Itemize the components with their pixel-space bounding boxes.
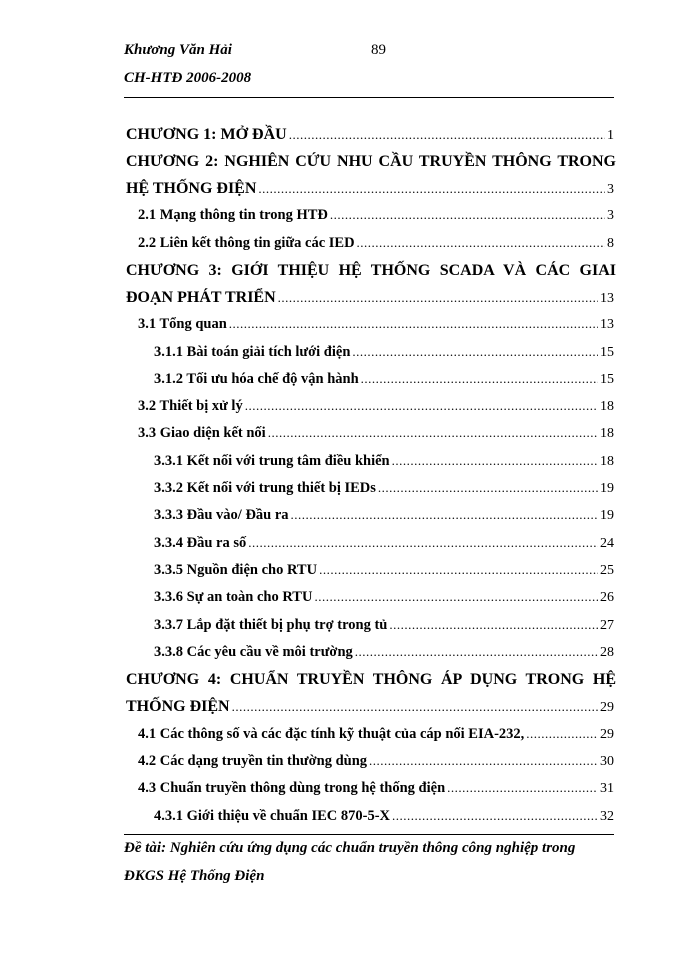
toc-entry-text: CHƯƠNG 4: CHUẨN TRUYỀN THÔNG ÁP DỤNG TRONG HỆ: [126, 671, 616, 688]
author-name: Khương Văn Hải: [124, 42, 232, 58]
toc-leader: [447, 780, 598, 796]
toc-entry-page: 19: [600, 508, 614, 523]
toc-entry-text: 3.3.6 Sự an toàn cho RTU: [154, 589, 313, 605]
toc-entry-page: 13: [600, 291, 614, 306]
toc-leader: [389, 617, 598, 633]
toc-entry-page: 3: [607, 208, 614, 223]
toc-entry: [0, 126, 700, 153]
toc-entry-page: 3: [607, 182, 614, 197]
toc-entry-page: 29: [600, 727, 614, 742]
toc-entry-page: 25: [600, 563, 614, 578]
toc-entry: [0, 316, 700, 343]
toc-entry-text: 4.3.1 Giới thiệu về chuẩn IEC 870-5-X: [154, 808, 391, 824]
toc-entry-page: 15: [600, 372, 614, 387]
toc-leader: [352, 344, 598, 360]
toc-entry-page: 8: [607, 236, 614, 251]
toc-entry: [0, 753, 700, 780]
toc-entry-page: 13: [600, 317, 614, 332]
toc-entry: [0, 235, 700, 262]
toc-entry: [0, 562, 700, 589]
toc-entry-text: 2.2 Liên kết thông tin giữa các IED: [138, 235, 355, 251]
toc-entry-page: 18: [600, 454, 614, 469]
toc-entry-page: 15: [600, 345, 614, 360]
toc-entry-text: 3.3.3 Đầu vào/ Đầu ra: [154, 507, 289, 523]
toc-entry-page: 19: [600, 481, 614, 496]
toc-entry-text: THỐNG ĐIỆN: [126, 698, 230, 715]
toc-leader: [392, 453, 598, 469]
thesis-title-line-2: ĐKGS Hệ Thống Điện: [124, 868, 265, 884]
toc-entry-text: CHƯƠNG 1: MỞ ĐẦU: [126, 126, 287, 143]
header-rule: [124, 97, 614, 98]
toc-leader: [369, 753, 598, 769]
toc-entry: [0, 453, 700, 480]
toc-entry: [0, 507, 700, 534]
course-code: CH-HTĐ 2006-2008: [124, 70, 252, 86]
toc-leader: [289, 127, 605, 143]
toc-leader: [291, 507, 598, 523]
toc-entry: [0, 398, 700, 425]
toc-entry-text: CHƯƠNG 3: GIỚI THIỆU HỆ THỐNG SCADA VÀ CÁC GIAI: [126, 262, 616, 279]
toc-leader: [392, 808, 598, 824]
toc-entry: [0, 535, 700, 562]
toc-entry: [0, 344, 700, 371]
toc-leader: [245, 398, 598, 414]
toc-entry-text: 3.3.4 Đầu ra số: [154, 535, 247, 551]
toc-entry-text: 3.3.5 Nguồn điện cho RTU: [154, 562, 318, 578]
toc-entry-text: ĐOẠN PHÁT TRIỂN: [126, 289, 276, 306]
toc-entry-text: 3.3.7 Lắp đặt thiết bị phụ trợ trong tủ: [154, 617, 388, 633]
toc-leader: [248, 535, 598, 551]
page-number: 89: [371, 42, 386, 58]
toc-entry: [0, 480, 700, 507]
toc-entry-page: 32: [600, 809, 614, 824]
toc-entry-text: 3.1.1 Bài toán giải tích lưới điện: [154, 344, 351, 360]
footer-rule: [124, 834, 614, 835]
toc-entry-page: 29: [600, 700, 614, 715]
toc-entry: [0, 780, 700, 807]
toc-entry: [0, 808, 700, 835]
toc-entry: [0, 698, 700, 725]
toc-entry: [0, 644, 700, 671]
toc-entry: [0, 726, 700, 753]
toc-entry-page: 27: [600, 618, 614, 633]
toc-leader: [278, 290, 598, 306]
toc-leader: [357, 235, 605, 251]
toc-leader: [314, 589, 598, 605]
toc-leader: [355, 644, 598, 660]
toc-leader: [330, 207, 605, 223]
toc-leader: [229, 316, 598, 332]
toc-entry-text: 3.3 Giao diện kết nối: [138, 425, 266, 441]
toc-entry: [0, 180, 700, 207]
toc-entry-text: 3.2 Thiết bị xử lý: [138, 398, 243, 414]
toc-leader: [258, 181, 605, 197]
toc-entry-text: 4.1 Các thông số và các đặc tính kỹ thuật của cáp nối EIA-232,: [138, 726, 525, 742]
toc-leader: [232, 699, 598, 715]
toc-leader: [378, 480, 598, 496]
toc-entry: [0, 589, 700, 616]
toc-entry: [0, 371, 700, 398]
toc-entry-text: 3.1.2 Tối ưu hóa chế độ vận hành: [154, 371, 359, 387]
toc-entry-page: 31: [600, 781, 614, 796]
toc-entry-text: 2.1 Mạng thông tin trong HTĐ: [138, 207, 328, 223]
toc-entry-text: 3.1 Tổng quan: [138, 316, 227, 332]
toc-entry-text: HỆ THỐNG ĐIỆN: [126, 180, 257, 197]
toc-entry-text: 4.2 Các dạng truyền tin thường dùng: [138, 753, 368, 769]
toc-entry-page: 18: [600, 426, 614, 441]
toc-leader: [268, 425, 598, 441]
toc-entry-page: 30: [600, 754, 614, 769]
toc-entry-page: 26: [600, 590, 614, 605]
toc-entry-text: 3.3.2 Kết nối với trung thiết bị IEDs: [154, 480, 376, 496]
toc-leader: [526, 726, 598, 742]
toc-entry-page: 28: [600, 645, 614, 660]
toc-entry-text: 3.3.8 Các yêu cầu về môi trường: [154, 644, 353, 660]
toc-entry: [0, 289, 700, 316]
toc-entry-text: 3.3.1 Kết nối với trung tâm điều khiển: [154, 453, 390, 469]
toc-entry: [0, 425, 700, 452]
thesis-title-line-1: Đề tài: Nghiên cứu ứng dụng các chuẩn truyền thông công nghiệp trong: [124, 840, 576, 856]
toc-leader: [319, 562, 598, 578]
toc-entry: [0, 207, 700, 234]
toc-leader: [361, 371, 598, 387]
toc-entry-page: 24: [600, 536, 614, 551]
toc-entry-text: CHƯƠNG 2: NGHIÊN CỨU NHU CẦU TRUYỀN THÔNG TRONG: [126, 153, 616, 170]
toc-entry-page: 18: [600, 399, 614, 414]
toc-entry-page: 1: [607, 128, 614, 143]
toc-entry-text: 4.3 Chuẩn truyền thông dùng trong hệ thống điện: [138, 780, 446, 796]
toc-entry: [0, 617, 700, 644]
